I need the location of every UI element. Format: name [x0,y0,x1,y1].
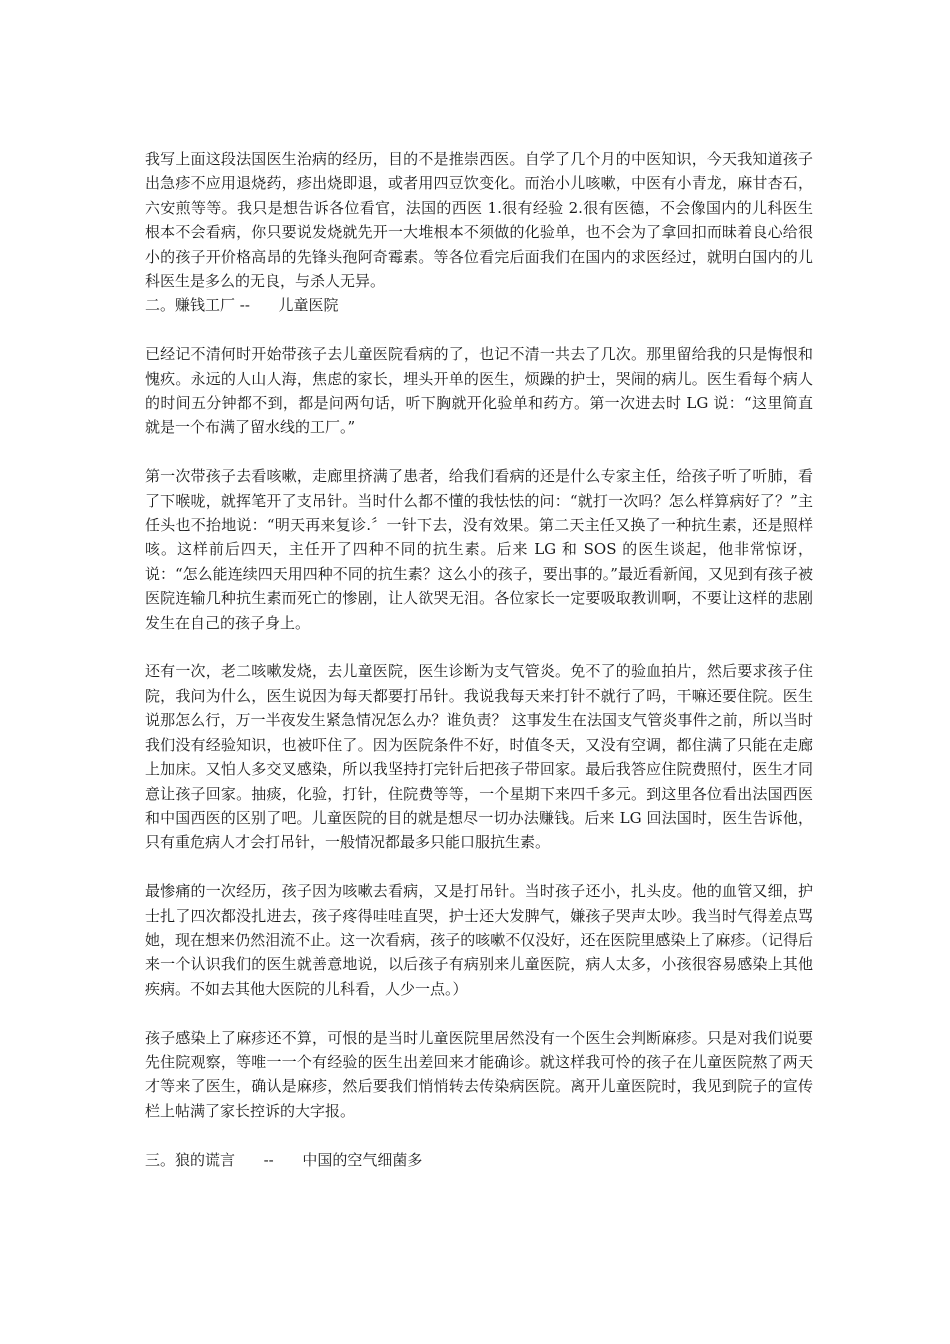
section-heading-children-hospital: 二。赚钱工厂 -- 儿童医院 [145,296,339,315]
paragraph-painful-experience: 最惨痛的一次经历，孩子因为咳嗽去看病，又是打吊针。当时孩子还小，扎头皮。他的血管又细，护士扎了四次都没扎进去，孩子疼得哇哇直哭，护士还大发脾气，嫌孩子哭声太吵。我当时气得差点骂她，现在想来仍然泪流不止。这一次看病，孩子的咳嗽不仅没好，还在医院里感染上了麻疹。（记得后来一个认识我们的医生就善意地说，以后孩子有病别来儿童医院，病人太多，小孩很容易感染上其他疾病。不如去其他大医院的儿科看，人少一点。） [145,882,813,998]
paragraph-gap [145,440,813,464]
paragraph-intro: 我写上面这段法国医生治病的经历，目的不是推崇西医。自学了几个月的中医知识，今天我知道孩子出急疹不应用退烧药，疹出烧即退，或者用四豆饮变化。而治小儿咳嗽，中医有小青龙，麻甘杏石，六安煎等等。我只是想告诉各位看官，法国的西医 1.很有经验 2.很有医德，不会像国内的儿科医生根本不会看病，你只要说发烧就先开一大堆根本不须做的化验单，也不会为了拿回扣而昧着良心给很小的孩子开价格高昂的先锋头孢阿奇霉素。等各位看完后面我们在国内的求医经过，就明白国内的儿科医生是多么的无良，与杀人无异。 [145,150,813,291]
paragraph-gap [145,855,813,879]
paragraph-measles: 孩子感染上了麻疹还不算，可恨的是当时儿童医院里居然没有一个医生会判断麻疹。只是对我们说要先住院观察，等唯一一个有经验的医生出差回来才能确诊。就这样我可怜的孩子在儿童医院熬了两天才等来了医生，确认是麻疹，然后要我们悄悄转去传染病医院。离开儿童医院时，我见到院子的宣传栏上帖满了家长控诉的大字报。 [145,1028,813,1120]
paragraph-bronchitis-visit: 还有一次，老二咳嗽发烧，去儿童医院，医生诊断为支气管炎。免不了的验血拍片，然后要求孩子住院，我问为什么，医生说因为每天都要打吊针。我说我每天来打针不就行了吗，干嘛还要住院。医生说那怎么行，万一半夜发生紧急情况怎么办？谁负责？ 这事发生在法国支气管炎事件之前，所以当时我们没有经验知识，也被吓住了。因为医院条件不好，时值冬天，又没有空调，都住满了只能在走廊上加床。又怕人多交叉感染，所以我坚持打完针后把孩子带回家。最后我答应住院费照付，医生才同意让孩子回家。抽痰，化验，打针，住院费等等，一个星期下来四千多元。到这里各位看出法国西医和中国西医的区别了吧。儿童医院的目的就是想尽一切办法赚钱。后来 LG 回法国时，医生告诉他，只有重危病人才会打吊针，一般情况都最多只能口服抗生素。 [145,662,813,852]
document-body [145,147,813,1172]
paragraph-gap [145,318,813,342]
paragraph-gap [145,1001,813,1025]
section-heading-wolf-lies: 三。狼的谎言 -- 中国的空气细菌多 [145,1150,423,1169]
paragraph-gap [145,635,813,659]
paragraph-gap [145,1123,813,1147]
paragraph-hospital-memories: 已经记不清何时开始带孩子去儿童医院看病的了，也记不清一共去了几次。那里留给我的只是悔恨和愧疚。永远的人山人海，焦虑的家长，埋头开单的医生，烦躁的护士，哭闹的病儿。医生看每个病人的时间五分钟都不到，都是问两句话，听下胸就开化验单和药方。第一次进去时 LG 说：“这里简直就是一个布满了留水线的工厂。” [145,345,813,437]
paragraph-first-cough-visit: 第一次带孩子去看咳嗽，走廊里挤满了患者，给我们看病的还是什么专家主任，给孩子听了听肺，看了下喉咙，就挥笔开了支吊针。当时什么都不懂的我怯怯的问：“就打一次吗？怎么样算病好了？”主任头也不抬地说：“明天再来复诊.〞一针下去，没有效果。第二天主任又换了一种抗生素，还是照样咳。这样前后四天，主任开了四种不同的抗生素。后来 LG 和 SOS 的医生谈起，他非常惊讶，说：“怎么能连续四天用四种不同的抗生素？这么小的孩子，要出事的。”最近看新闻，又见到有孩子被医院连输几种抗生素而死亡的惨剧，让人欲哭无泪。各位家长一定要吸取教训啊，不要让这样的悲剧发生在自己的孩子身上。 [145,467,813,632]
